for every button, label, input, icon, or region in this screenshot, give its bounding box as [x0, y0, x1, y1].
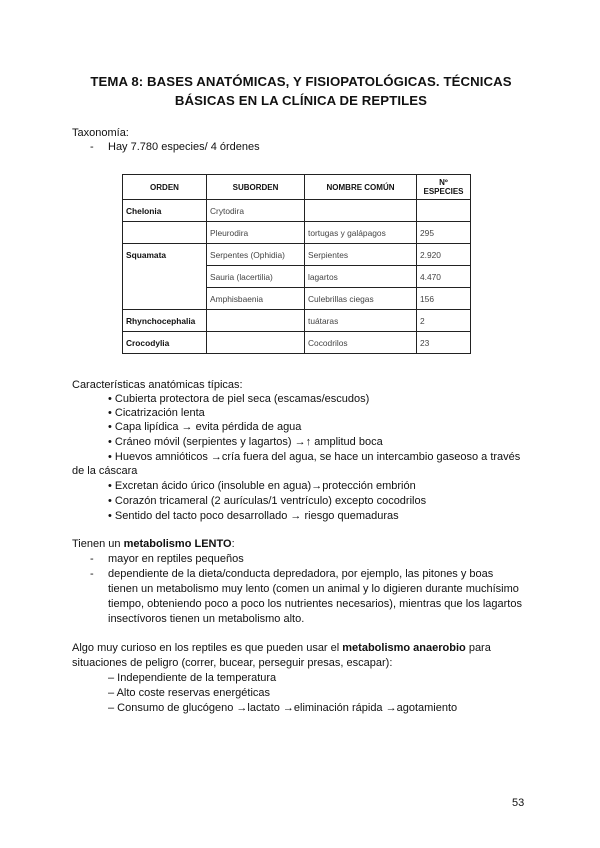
metabolism-item-line: dependiente de la dieta/conducta depredadora, por ejemplo, las pitones y boas — [108, 568, 494, 580]
cell-nombre: tortugas y galápagos — [305, 222, 417, 244]
cell-especies — [417, 200, 471, 222]
cell-orden — [123, 266, 207, 288]
header-orden: ORDEN — [123, 175, 207, 200]
title-line-2: BÁSICAS EN LA CLÍNICA DE REPTILES — [174, 93, 428, 108]
table-row — [123, 200, 471, 222]
table-row — [123, 332, 471, 354]
cell-nombre: Culebrillas ciegas — [305, 288, 417, 310]
cell-nombre: tuátaras — [305, 310, 417, 332]
cell-especies: 23 — [417, 332, 471, 354]
anaerobic-intro-bold: metabolismo anaerobio — [342, 642, 466, 654]
dash-marker: - — [90, 568, 94, 580]
cell-especies: 2.920 — [417, 244, 471, 266]
table-row — [123, 266, 471, 288]
page-number: 53 — [512, 797, 525, 809]
cell-orden: Chelonia — [123, 200, 207, 222]
anatomy-heading: Características anatómicas típicas: — [72, 379, 243, 391]
anatomy-item-continuation: de la cáscara — [72, 465, 138, 477]
cell-especies: 295 — [417, 222, 471, 244]
anaerobic-item: – Alto coste reservas energéticas — [108, 687, 271, 699]
header-nombre-comun: NOMBRE COMÚN — [305, 175, 417, 200]
table-row — [123, 222, 471, 244]
table-header-row — [123, 175, 471, 200]
cell-suborden: Pleurodira — [207, 222, 305, 244]
cell-especies: 4.470 — [417, 266, 471, 288]
page-title — [60, 72, 542, 110]
header-suborden: SUBORDEN — [207, 175, 305, 200]
cell-nombre: Serpientes — [305, 244, 417, 266]
cell-nombre — [305, 200, 417, 222]
cell-suborden — [207, 310, 305, 332]
metabolism-item-line: tiempo, obteniendo poco a poco los nutrientes necesarios), mientras que los lagartos — [108, 598, 522, 610]
cell-nombre: lagartos — [305, 266, 417, 288]
metabolism-item-line: insectívoros tienen un metabolismo alto. — [108, 613, 305, 625]
cell-orden: Crocodylia — [123, 332, 207, 354]
cell-suborden — [207, 332, 305, 354]
anaerobic-intro — [72, 641, 491, 655]
anaerobic-intro-prefix: Algo muy curioso en los reptiles es que pueden usar el — [72, 642, 343, 654]
dash-marker: - — [90, 553, 94, 565]
anaerobic-item: – Consumo de glucógeno →lactato →eliminación rápida →agotamiento — [108, 702, 458, 714]
taxonomy-heading: Taxonomía: — [72, 127, 129, 139]
anatomy-item: • Cubierta protectora de piel seca (escamas/escudos) — [108, 393, 370, 405]
anatomy-item: • Cráneo móvil (serpientes y lagartos) →↑ amplitud boca — [108, 436, 383, 448]
anatomy-item: • Capa lipídica → evita pérdida de agua — [108, 421, 302, 433]
metabolism-item-line: tienen un metabolismo muy lento (comen un animal y lo digieren durante muchísimo — [108, 583, 519, 595]
metabolism-intro-suffix: : — [231, 538, 235, 550]
anatomy-item: • Huevos amnióticos →cría fuera del agua, se hace un intercambio gaseoso a través — [108, 451, 521, 463]
cell-especies: 156 — [417, 288, 471, 310]
anaerobic-item: – Independiente de la temperatura — [108, 672, 277, 684]
cell-suborden: Amphisbaenia — [207, 288, 305, 310]
anatomy-item: • Corazón tricameral (2 aurículas/1 ventrículo) excepto cocodrilos — [108, 495, 427, 507]
species-table — [122, 174, 471, 354]
metabolism-intro-prefix: Tienen un — [72, 538, 124, 550]
title-line-1: TEMA 8: BASES ANATÓMICAS, Y FISIOPATOLÓGICAS. TÉCNICAS — [90, 74, 512, 89]
metabolism-item: mayor en reptiles pequeños — [108, 553, 244, 565]
cell-orden: Rhynchocephalia — [123, 310, 207, 332]
taxonomy-bullet: Hay 7.780 especies/ 4 órdenes — [108, 141, 260, 153]
table-row — [123, 310, 471, 332]
anaerobic-intro-suffix: para — [465, 642, 491, 654]
anatomy-item: • Excretan ácido úrico (insoluble en agua)→protección embrión — [108, 480, 416, 492]
metabolism-intro-bold: metabolismo LENTO — [123, 538, 232, 550]
cell-orden — [123, 288, 207, 310]
anatomy-item: • Cicatrización lenta — [108, 407, 205, 419]
cell-suborden: Serpentes (Ophidia) — [207, 244, 305, 266]
header-especies: Nº ESPECIES — [417, 175, 471, 200]
cell-especies: 2 — [417, 310, 471, 332]
cell-orden — [123, 222, 207, 244]
metabolism-intro — [72, 537, 235, 551]
cell-suborden: Sauria (lacertilia) — [207, 266, 305, 288]
table-row — [123, 288, 471, 310]
table-row — [123, 244, 471, 266]
dash-marker: - — [90, 141, 94, 153]
cell-nombre: Cocodrilos — [305, 332, 417, 354]
cell-orden: Squamata — [123, 244, 207, 266]
anaerobic-intro-line2: situaciones de peligro (correr, bucear, perseguir presas, escapar): — [72, 657, 393, 669]
cell-suborden: Crytodira — [207, 200, 305, 222]
anatomy-item: • Sentido del tacto poco desarrollado → riesgo quemaduras — [108, 510, 399, 522]
